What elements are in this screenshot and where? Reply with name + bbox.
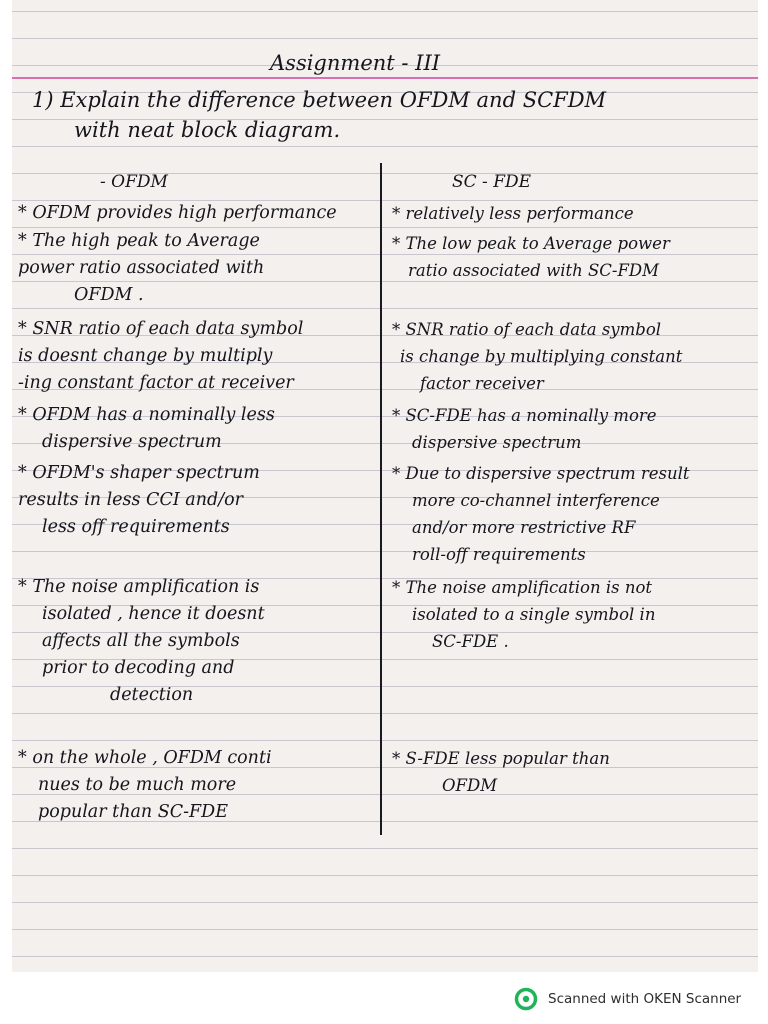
point-line: roll-off requirements <box>412 545 586 564</box>
point-line: * SC-FDE has a nominally more <box>392 406 657 425</box>
point-line: factor receiver <box>420 374 544 393</box>
point-line: is doesnt change by multiply <box>18 346 273 366</box>
point-line: nues to be much more <box>38 775 237 795</box>
point-line: * S-FDE less popular than <box>392 749 610 768</box>
point-line: prior to decoding and <box>42 658 235 678</box>
point-line: results in less CCI and/or <box>18 490 244 510</box>
point-line: affects all the symbols <box>42 631 240 651</box>
left-point <box>18 316 376 397</box>
right-column-heading: SC - FDE <box>452 172 532 192</box>
point-line: * OFDM has a nominally less <box>18 405 275 425</box>
point-line: * relatively less performance <box>392 204 634 223</box>
point-line: * SNR ratio of each data symbol <box>18 319 304 339</box>
right-point <box>392 230 756 284</box>
point-line: * The low peak to Average power <box>392 234 670 253</box>
left-point <box>18 228 376 309</box>
scanner-watermark-text: Scanned with OKEN Scanner <box>548 991 742 1007</box>
column-divider <box>380 163 382 835</box>
point-line: * Due to dispersive spectrum result <box>392 464 690 483</box>
point-line: * The high peak to Average <box>18 231 260 251</box>
point-line: dispersive spectrum <box>412 433 582 452</box>
point-line: OFDM <box>442 776 498 795</box>
right-point <box>392 460 756 568</box>
left-point <box>18 402 376 456</box>
point-line: OFDM . <box>74 285 144 305</box>
point-line: is change by multiplying constant <box>400 347 683 366</box>
question-line: 1) Explain the difference between OFDM and SCFDM <box>32 88 607 112</box>
right-point <box>392 745 756 799</box>
right-point <box>392 402 756 456</box>
question-line: with neat block diagram. <box>74 118 341 142</box>
point-line: SC-FDE . <box>432 632 509 651</box>
notebook-page <box>12 0 758 972</box>
point-line: isolated to a single symbol in <box>412 605 656 624</box>
left-point <box>18 200 376 227</box>
left-point <box>18 460 376 541</box>
right-point <box>392 574 756 655</box>
point-line: * The noise amplification is not <box>392 578 653 597</box>
point-line: less off requirements <box>42 517 230 537</box>
point-line: * OFDM's shaper spectrum <box>18 463 260 483</box>
top-margin-line <box>12 77 758 79</box>
point-line: isolated , hence it doesnt <box>42 604 265 624</box>
point-line: ratio associated with SC-FDM <box>408 261 660 280</box>
point-line: more co-channel interference <box>412 491 660 510</box>
right-point <box>392 316 756 397</box>
point-line: popular than SC-FDE <box>38 802 228 822</box>
left-point <box>18 574 376 709</box>
point-line: and/or more restrictive RF <box>412 518 636 537</box>
question <box>32 85 606 145</box>
left-column-heading: - OFDM <box>100 172 168 192</box>
page-title: Assignment - III <box>270 51 441 75</box>
oken-scanner-logo-icon <box>514 987 538 1011</box>
point-line: * on the whole , OFDM conti <box>18 748 272 768</box>
point-line: dispersive spectrum <box>42 432 222 452</box>
point-line: * The noise amplification is <box>18 577 260 597</box>
left-point <box>18 745 376 826</box>
point-line: power ratio associated with <box>18 258 265 278</box>
point-line: * OFDM provides high performance <box>18 203 337 223</box>
point-line: detection <box>110 685 194 705</box>
right-point <box>392 200 756 227</box>
point-line: * SNR ratio of each data symbol <box>392 320 662 339</box>
point-line: -ing constant factor at receiver <box>18 373 294 393</box>
